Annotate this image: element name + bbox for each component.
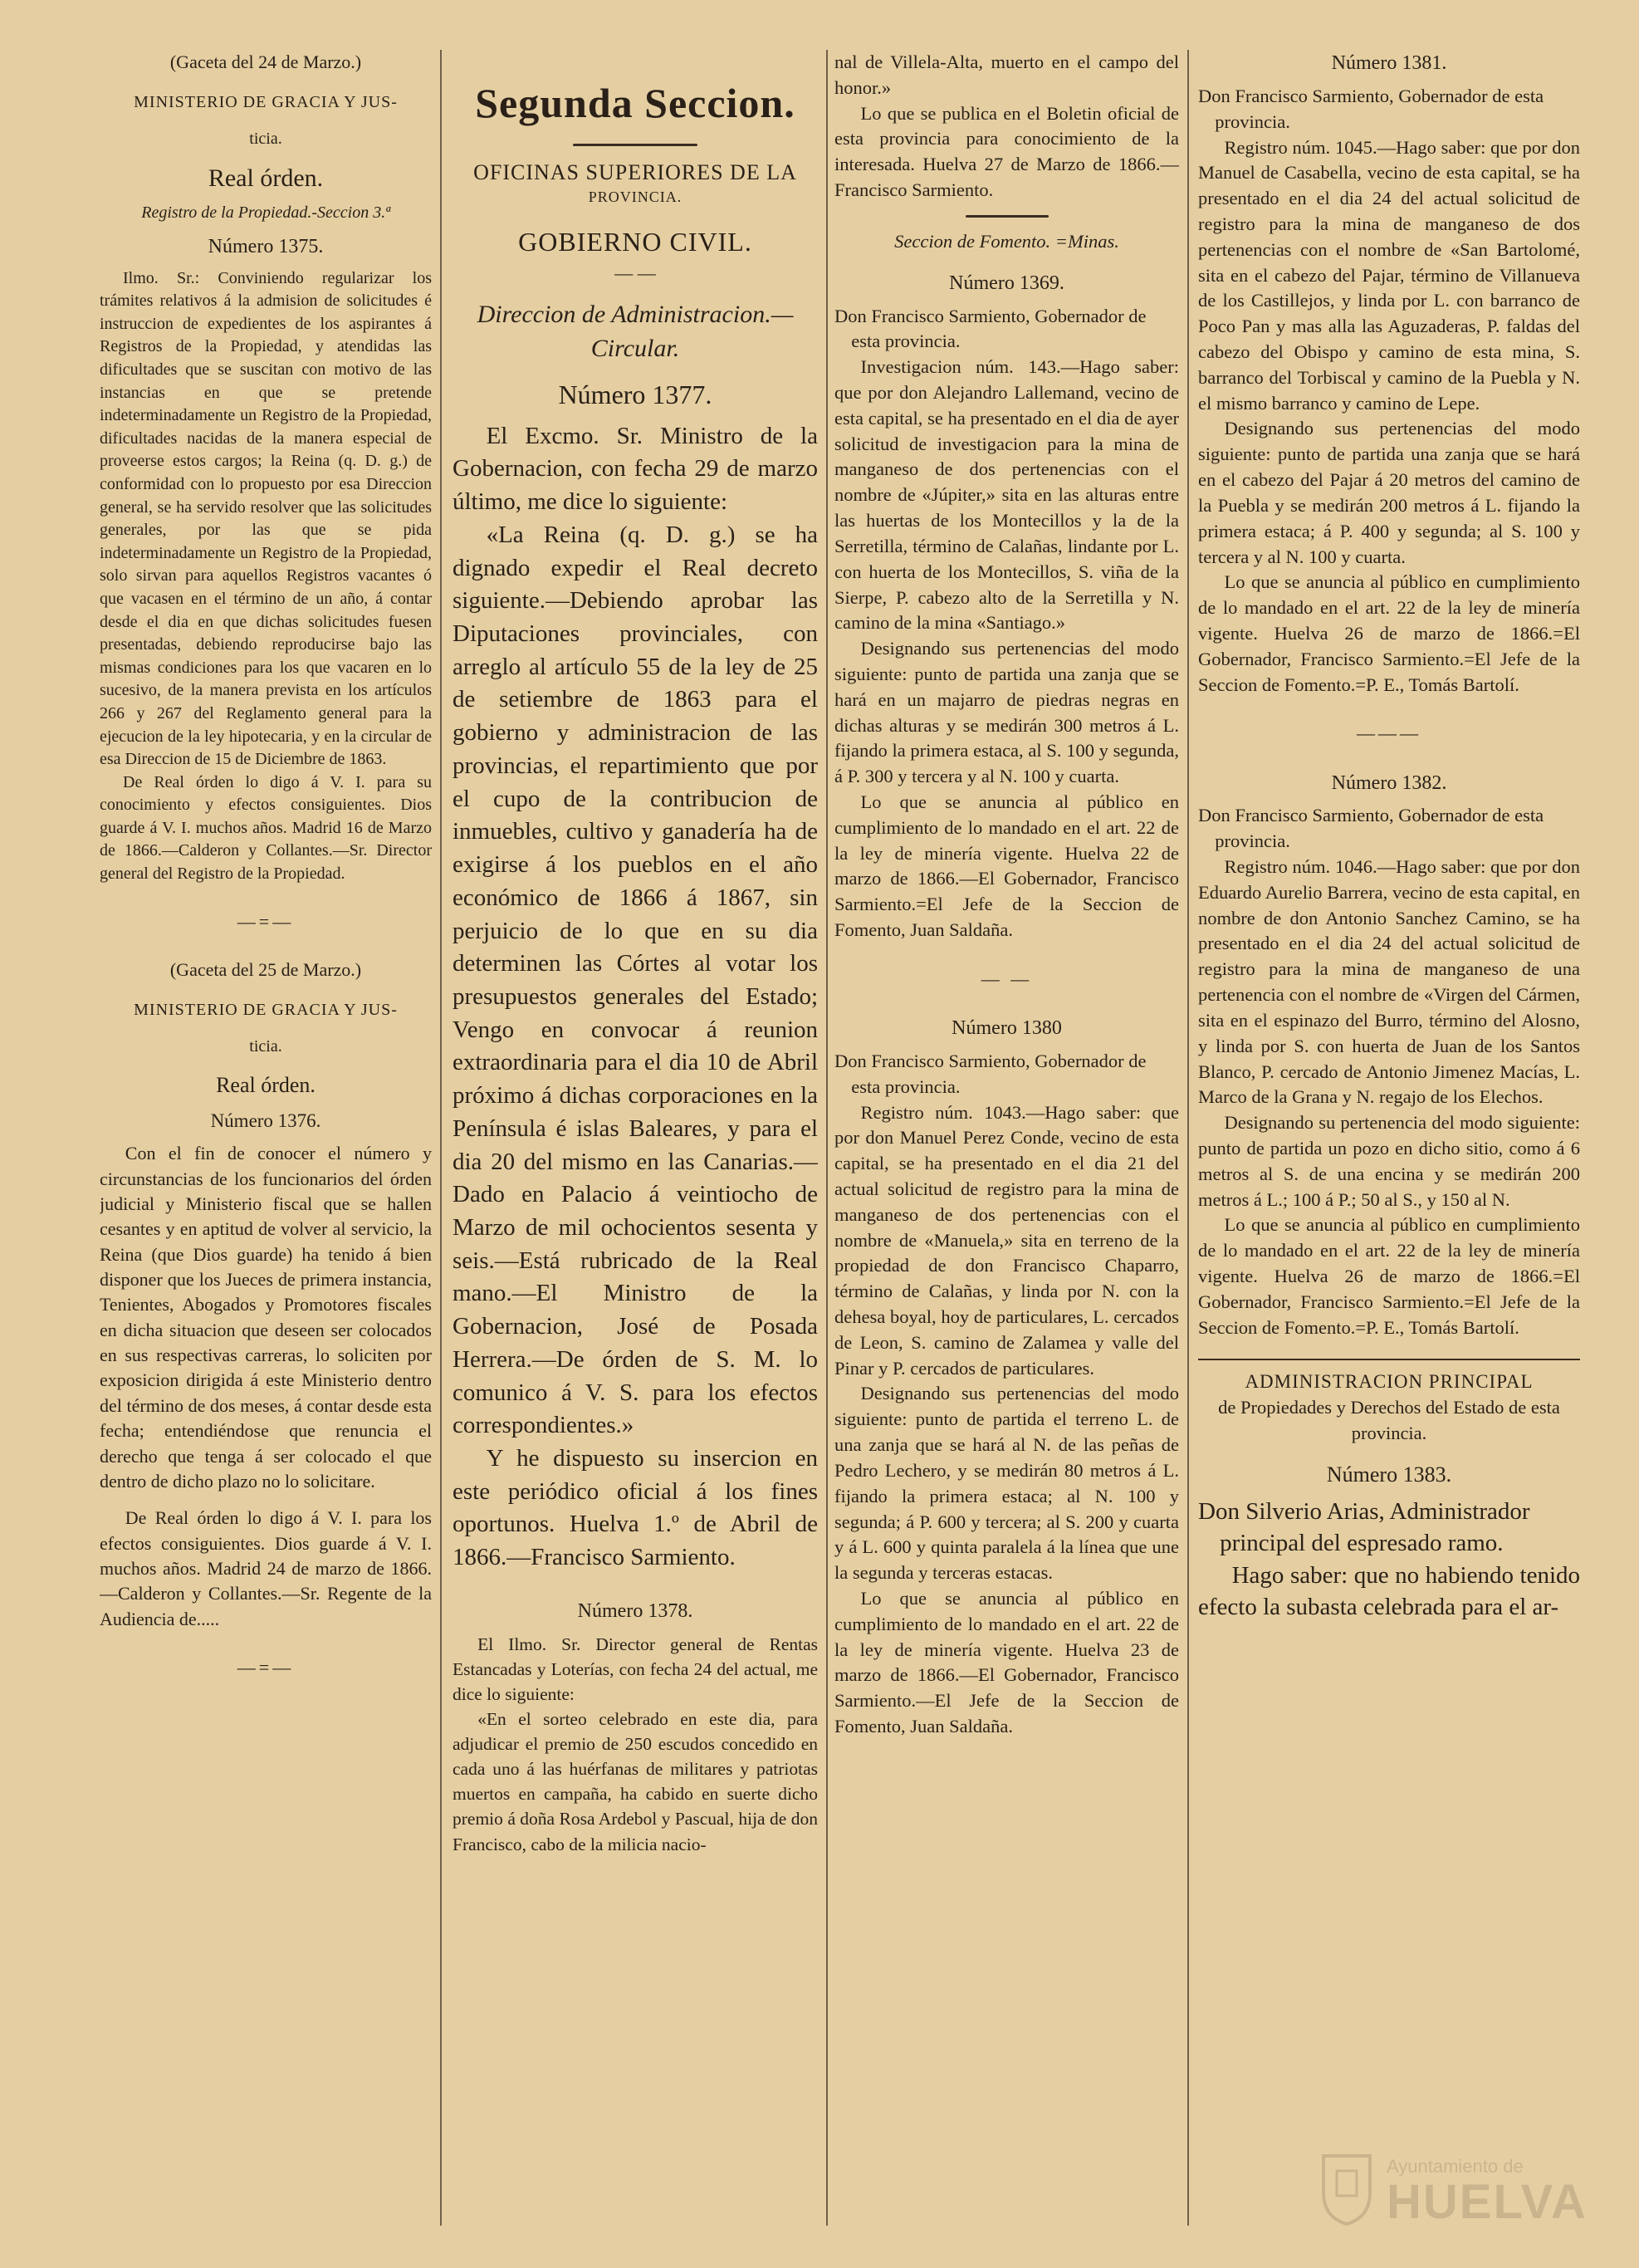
administracion-subheading: de Propiedades y Derechos del Estado de esta provincia. [1218,1396,1560,1443]
article-body: Y he dispuesto su insercion en este periódico oficial á los fines oportunos. Huelva 1.º de Abril de 1866.—Francisco Sarmiento. [453,1445,818,1571]
article-body: «En el sorteo celebrado en este dia, para adjudicar el premio de 250 escudos concedido en cada uno á las huérfanas de militares y patriotas muertos en campaña, ha cabido en suerte dicho premio á doña Rosa Ardebol y Pascual, hija de don Francisco, cabo de la milicia nacio- [453,1709,818,1854]
column-4 [1198,50,1580,2242]
watermark-text: HUELVA [1387,2175,1588,2229]
real-orden-title: Real órden. [216,1072,316,1097]
dash: — — [614,262,656,283]
separator-rule [1198,1359,1580,1360]
gaceta-date: (Gaceta del 25 de Marzo.) [169,959,362,981]
article-body: Registro núm. 1045.—Hago saber: que por don Manuel de Casabella, vecino de esta capital, se ha presentado en el dia 24 del actual solicitud de registro para la mina de manganeso de dos pertenencias con el nombre de «San Bartolomé, sita en el cabezo del Pajar, término de Villanueva de los Castillejos, y linda por L. con barranco de Poco Pan y mas alla las Aguzaderas, P. faldas del cabezo del Obispo y camino de esta mina, S. barranco del Torbiscal y camino de la Puebla y N. el mismo barranco y camino de Lepe. [1198,136,1580,414]
ministerio-heading-cont: ticia. [249,129,282,148]
separator: —=— [237,910,295,932]
article-subtitle: Don Francisco Sarmiento, Gobernador de esta provincia. [1198,805,1544,852]
article-body: Ilmo. Sr.: Conviniendo regularizar los trámites relativos á la admision de solicitudes é instruccion de expedientes de los aspirantes á Registros de la Propiedad, y atendidas las dificultades que se suscitan con motivo de las instancias en que se pretende indeterminadamente un Registro de la Propiedad, dificultades nacidas de la manera especial de proveerse estos cargos; la Reina (q. D. g.) de conformidad con lo propuesto por esa Direccion general, se ha servido resolver que las solicitudes generales, por las que se pida indeterminadamente un Registro de la Propiedad, solo sirvan para aquellos Registros vacantes ó que vacasen en el término de un año, á contar desde el dia en que dichas solicitudes fuesen presentadas, debiendo reproducirse bajo las mismas condiciones para los que vacaren en lo sucesivo, de la manera prevista en los artículos 266 y 267 del Reglamento general para la ejecucion de la ley hipotecaria, y en la circular de esa Direccion de 15 de Diciembre de 1863. [100,268,432,769]
column-1 [100,50,432,2242]
real-orden-title: Real órden. [208,164,324,192]
separator: — — [981,967,1033,989]
article-body: Lo que se anuncia al público en cumplimiento de lo mandado en el art. 22 de la ley de minería vigente. Huelva 26 de marzo de 1866.=El Gobernador, Francisco Sarmiento.=El Jefe de la Seccion de Fomento.=P. E., Tomás Bartolí. [1198,1214,1580,1338]
article-body: nal de Villela-Alta, muerto en el campo del honor.» [834,51,1179,98]
article-body: Lo que se publica en el Boletin oficial de esta provincia para conocimiento de la interesada. Huelva 27 de Marzo de 1866.—Francisco Sarmiento. [834,102,1179,201]
column-rule [440,50,442,2226]
ministerio-heading: MINISTERIO DE GRACIA Y JUS- [134,93,398,112]
column-2 [453,50,818,2242]
article-number: Número 1377. [558,379,712,409]
seccion-fomento-heading: Seccion de Fomento. =Minas. [894,230,1119,252]
article-subtitle: Don Francisco Sarmiento, Gobernador de esta provincia. [834,305,1147,352]
article-number: Número 1378. [577,1599,693,1622]
article-body: El Ilmo. Sr. Director general de Rentas Estancadas y Loterías, con fecha 24 del actual, me dice lo siguiente: [453,1634,818,1704]
article-subtitle: Don Francisco Sarmiento, Gobernador de esta provincia. [834,1050,1147,1097]
administracion-heading: ADMINISTRACION PRINCIPAL [1245,1371,1534,1393]
article-body: Hago saber: que no habiendo tenido efecto la subasta celebrada para el ar- [1198,1561,1580,1620]
column-rule [1187,50,1189,2226]
shield-icon [1320,2151,1373,2226]
ministerio-heading: MINISTERIO DE GRACIA Y JUS- [134,1001,398,1020]
article-number: Número 1375. [208,235,324,257]
gaceta-date: (Gaceta del 24 de Marzo.) [169,51,362,72]
article-body: Lo que se anuncia al público en cumplimiento de lo mandado en el art. 22 de la ley de minería vigente. Huelva 26 de marzo de 1866.=El Gobernador, Francisco Sarmiento.=El Jefe de la Seccion de Fomento.=P. E., Tomás Bartolí. [1198,571,1580,695]
article-body: El Excmo. Sr. Ministro de la Gobernacion, con fecha 29 de marzo último, me dice lo siguiente: [453,422,818,516]
article-number: Número 1376. [210,1110,321,1132]
article-body: Registro núm. 1043.—Hago saber: que por don Manuel Perez Conde, vecino de esta capital, se ha presentado en el dia 21 del actual solicitud de registro para la mina de manganeso de dos pertenencias con el nombre de «Manuela,» sita en terreno de la propiedad de don Francisco Chaparro, término de Calañas, y linda por N. con la dehesa boyal, hoy de particulares, L. cercados de Leon, S. camino de Zalamea y valle del Pinar y P. cercados de particulares. [834,1101,1179,1379]
article-number: Número 1383. [1326,1462,1452,1487]
article-body: Designando sus pertenencias del modo siguiente: punto de partida el terreno L. de una zanja que se hará al N. de las peñas de Pedro Lechero, y se medirán 80 metros á L. fijando la primera estaca; al N. 100 y segunda; á P. 600 y tercera; al S. 200 y cuarta y á L. 600 y quinta paralela á la línea que une la segunda y terceras estacas. [834,1383,1179,1584]
article-number: Número 1380 [952,1017,1062,1039]
ornament-rule [573,144,697,146]
article-body: De Real órden lo digo á V. I. para su conocimiento y efectos consiguientes. Dios guarde á V. I. muchos años. Madrid 16 de Marzo de 1866.—Calderon y Collantes.—Sr. Director general del Registro de la Propiedad. [100,772,432,884]
article-body: Designando su pertenencia del modo siguiente: punto de partida un pozo en dicho sitio, como á 6 metros al S. de una encina y se medirán 200 metros á L.; 100 á P.; 50 al S., y 150 al N. [1198,1112,1580,1210]
article-body: De Real órden lo digo á V. I. para los efectos consiguientes. Dios guarde á V. I. muchos años. Madrid 24 de marzo de 1866.—Calderon y Collantes.—Sr. Regente de la Audiencia de..... [100,1507,432,1629]
huelva-watermark-logo [1320,2134,1627,2259]
direccion-heading: Direccion de Administracion.—Circular. [477,300,794,362]
article-body: Designando sus pertenencias del modo siguiente: punto de partida una zanja que se hará en un majarro de piedras negras en dichas alturas y se medirán 300 metros á L. fijando la primera estaca, al S. 100 y segunda, á P. 300 y tercera y al N. 100 y cuarta. [834,638,1179,787]
article-body: Con el fin de conocer el número y circunstancias de los funcionarios del órden judicial y Ministerio fiscal que se hallen cesantes y en aptitud de volver al servicio, la Reina (que Dios guarde) ha tenido á bien disponer que los Jueces de primera instancia, Tenientes, Abogados y Promotores fiscales en dicha situacion que deseen ser colocados en sus respectivas carreras, lo soliciten por exposicion dirigida á este Ministerio dentro del término de dos meses, á contar desde esta fecha; entendiéndose que renuncia el derecho que tenga á ser colocado el que dentro de dicho plazo no lo solicitare. [100,1143,432,1492]
article-body: Lo que se anuncia al público en cumplimiento de lo mandado en el art. 22 de la ley de minería vigente. Huelva 22 de marzo de 1866.—El Gobernador, Francisco Sarmiento.=El Jefe de la Seccion de Fomento, Juan Saldaña. [834,791,1179,941]
watermark-text: Ayuntamiento de [1387,2156,1524,2177]
section-title: Segunda Seccion. [475,80,795,126]
oficinas-heading: OFICINAS SUPERIORES DE LA [473,159,797,184]
article-subtitle: Don Francisco Sarmiento, Gobernador de esta provincia. [1198,85,1544,132]
ornament-rule [966,215,1049,218]
ministerio-heading-cont: ticia. [249,1036,282,1056]
column-rule [826,50,828,2226]
article-body: Designando sus pertenencias del modo siguiente: punto de partida una zanja que se hará en el cabezo del Pajar á 20 metros del camino de la Puebla y se medirán 200 metros á L. fijando la primera estaca; á P. 400 y segunda; al S. 100 y tercera y al N. 100 y cuarta. [1198,418,1580,567]
article-body: Registro núm. 1046.—Hago saber: que por don Eduardo Aurelio Barrera, vecino de esta capital, en nombre de don Antonio Sanchez Camino, se ha presentado en el dia 24 del actual solicitud de registro para la mina de manganeso de una pertenencia con el nombre de «Virgen del Cármen, sita en el espinazo del Burro, término del Alosno, y linda por S. con huerta de Juan de los Santos Blanco, P. cercado de Antonio Jimenez Macías, L. Marco de la Grana y N. regajo de los Elechos. [1198,856,1580,1108]
article-number: Número 1382. [1331,772,1447,794]
article-body: Lo que se anuncia al público en cumplimiento de lo mandado en el art. 22 de la ley de minería vigente. Huelva 23 de marzo de 1866.—El Gobernador, Francisco Sarmiento.—El Jefe de la Seccion de Fomento, Juan Saldaña. [834,1587,1179,1737]
article-body: Investigacion núm. 143.—Hago saber: que por don Alejandro Lallemand, vecino de esta capital, se ha presentado en el dia de ayer solicitud de investigacion para la mina de manganeso de dos pertenencias con el nombre de «Júpiter,» sita en las alturas entre las huertas de los Montecillos y la de la Serretilla, término de Calañas, lindante por L. con huerta de los Montecillos, S. viña de la Sierpe, P. cabezo alto de la Serretilla y N. camino de la mina «Santiago.» [834,356,1179,634]
gobierno-heading: GOBIERNO CIVIL. [518,226,752,257]
article-body: «La Reina (q. D. g.) se ha dignado expedir el Real decreto siguiente.—Debiendo aprobar las Diputaciones provinciales, con arreglo al artículo 55 de la ley de 25 de setiembre de 1863 para el gobierno y administracion de las provincias, el repartimiento que por el cupo de la contribucion de inmuebles, cultivo y ganadería ha de exigirse á los pueblos en el año económico de 1866 á 1867, sin perjuicio de lo que en su dia determinen las Córtes al votar los presupuestos generales del Estado; Vengo en convocar á reunion extraordinaria para el dia 10 de Abril próximo á dichas corporaciones en la Península é islas Baleares, y para el dia 20 del mismo en las Canarias.—Dado en Palacio á veintiocho de Marzo de mil ochocientos sesenta y seis.—Está rubricado de la Real mano.—El Ministro de la Gobernacion, José de Posada Herrera.—De órden de S. M. lo comunico á V. S. para los efectos correspondientes.» [453,521,818,1439]
separator: —=— [237,1657,295,1678]
article-number: Número 1381. [1331,52,1447,74]
provincia-heading: PROVINCIA. [588,189,683,206]
column-3 [834,50,1179,2242]
separator: ——— [1357,723,1421,744]
article-number: Número 1369. [949,272,1064,294]
article-subtitle: Don Silverio Arias, Administrador principal del espresado ramo. [1198,1498,1530,1557]
registro-subtitle: Registro de la Propiedad.-Seccion 3.ª [141,203,390,222]
